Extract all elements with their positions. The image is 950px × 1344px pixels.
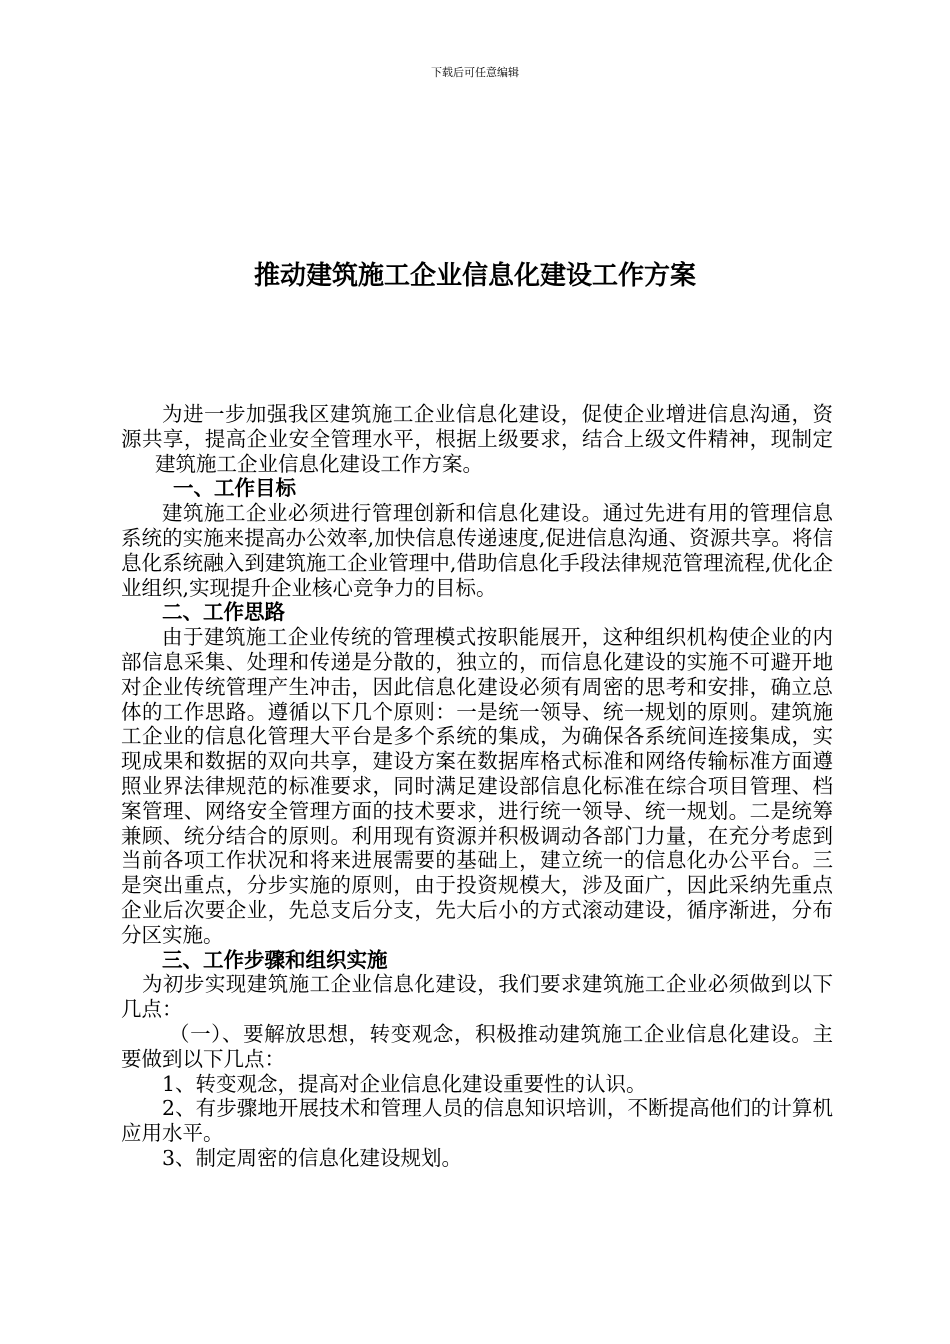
section-3-heading: 三、工作步骤和组织实施 [162,947,388,972]
list-item: 1、转变观念，提高对企业信息化建设重要性的认识。 [162,1071,647,1096]
list-item: 2、有步骤地开展技术和管理人员的信息知识培训，不断提高他们的计算机应用水平。 [121,1096,833,1146]
section-3-subsection-1: （一）、要解放思想，转变观念，积极推动建筑施工企业信息化建设。主要做到以下几点： [121,1021,833,1071]
section-2-heading: 二、工作思路 [162,600,285,625]
section-1-body: 建筑施工企业必须进行管理创新和信息化建设。通过先进有用的管理信息系统的实施来提高办公效率,加快信息传递速度,促进信息沟通、资源共享。将信息化系统融入到建筑施工企业管理中,借助信息化手段法律规范管理流程,优化企业组织,实现提升企业核心竞争力的目标。 [121,501,833,600]
section-1-heading: 一、工作目标 [173,476,296,501]
section-3-intro: 为初步实现建筑施工企业信息化建设，我们要求建筑施工企业必须做到以下几点： [121,972,833,1022]
page-header-note: 下载后可任意编辑 [431,66,519,79]
list-item: 3、制定周密的信息化建设规划。 [162,1145,463,1170]
section-2-body: 由于建筑施工企业传统的管理模式按职能展开，这种组织机构使企业的内部信息采集、处理和传递是分散的，独立的，而信息化建设的实施不可避开地对企业传统管理产生冲击，因此信息化建设必须有周密的思考和安排，确立总体的工作思路。遵循以下几个原则：一是统一领导、统一规划的原则。建筑施工企业的信息化管理大平台是多个系统的集成，为确保各系统间连接集成，实现成果和数据的双向共享，建设方案在数据库格式标准和网络传输标准方面遵照业界法律规范的标准要求，同时满足建设部信息化标准在综合项目管理、档案管理、网络安全管理方面的技术要求，进行统一领导、统一规划。二是统筹兼顾、统分结合的原则。利用现有资源并积极调动各部门力量，在充分考虑到当前各项工作状况和将来进展需要的基础上，建立统一的信息化办公平台。三是突出重点，分步实施的原则，由于投资规模大，涉及面广，因此采纳先重点企业后次要企业，先总支后分支，先大后小的方式滚动建设，循序渐进，分布分区实施。 [121,625,833,947]
document-body [121,402,833,1171]
document-title: 推动建筑施工企业信息化建设工作方案 [253,261,696,291]
intro-paragraph [121,402,833,476]
intro-text-part2: 建筑施工企业信息化建设工作方案。 [155,451,483,476]
intro-text-part1: 为进一步加强我区建筑施工企业信息化建设，促使企业增进信息沟通，资源共享，提高企业安全管理水平，根据上级要求，结合上级文件精神，现制定 [121,402,833,451]
